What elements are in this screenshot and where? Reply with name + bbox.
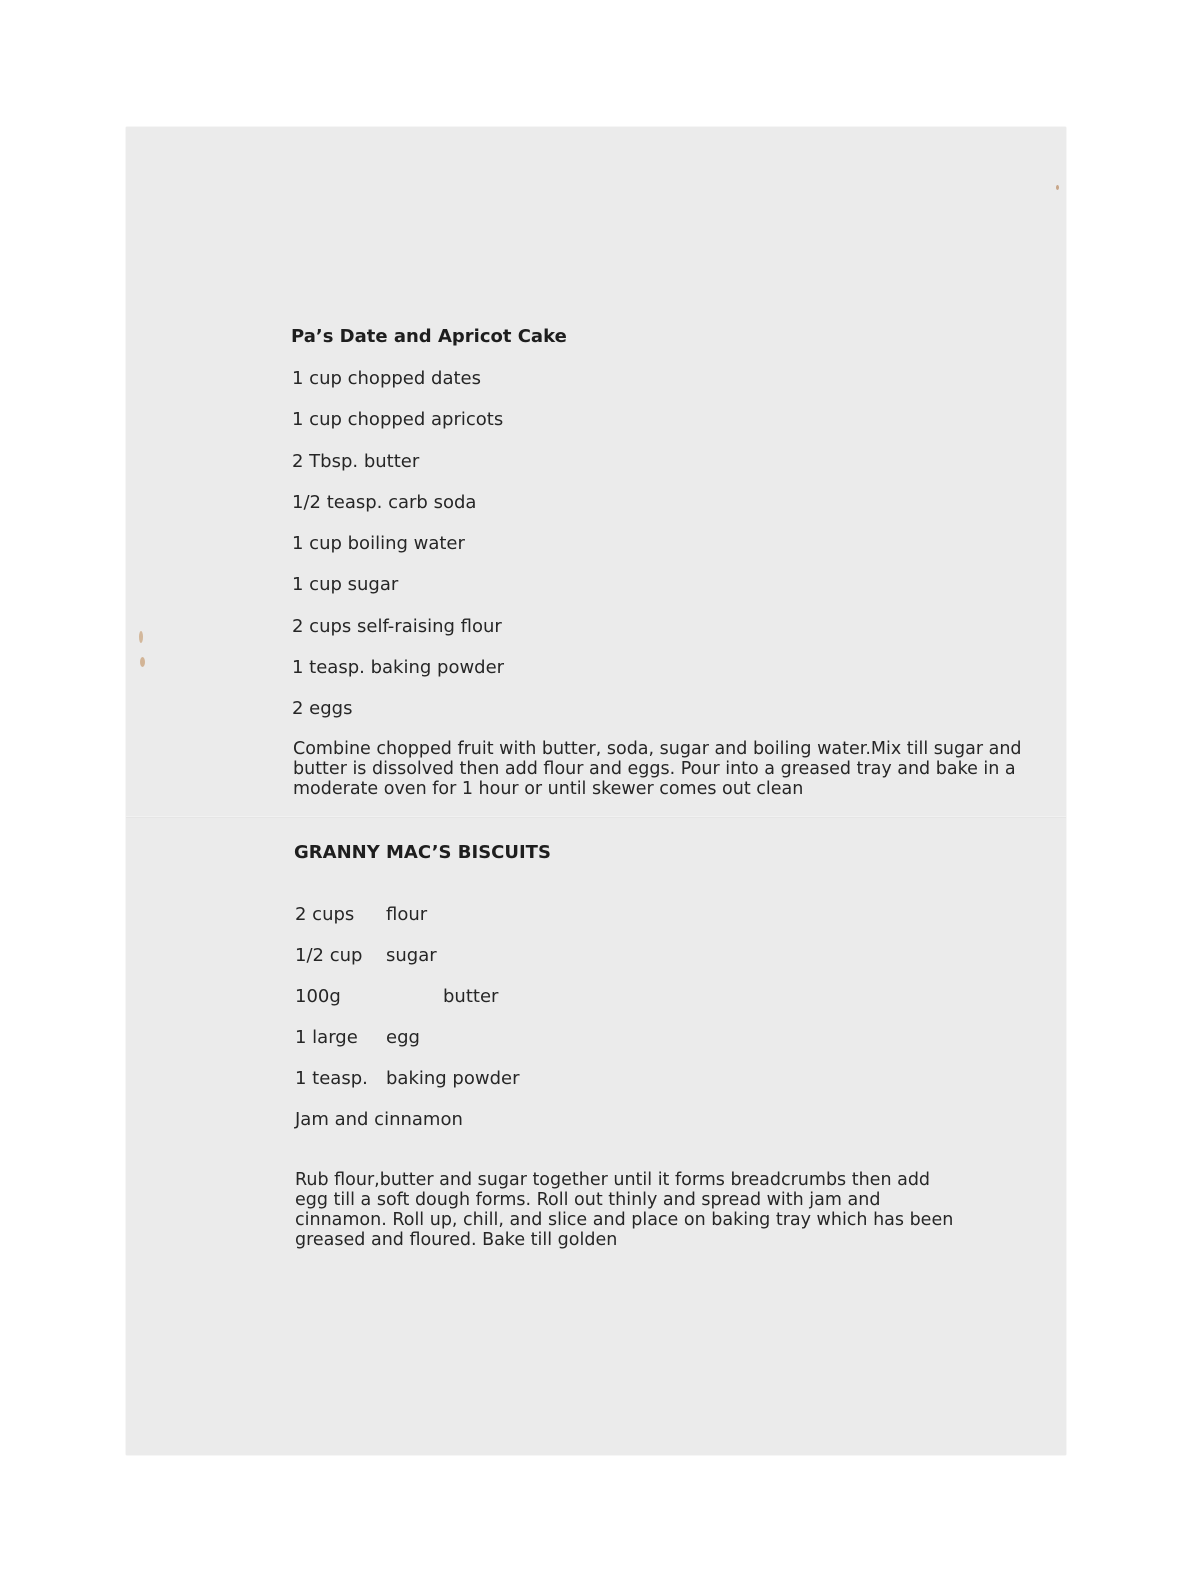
ingredient-item: flour [386, 904, 428, 925]
recipe-content [126, 127, 1066, 1455]
recipe-title: Pa’s Date and Apricot Cake [291, 326, 567, 347]
ingredient-line: 1 teasp. baking powder [292, 657, 505, 678]
ingredient-item: sugar [386, 945, 437, 966]
ingredient-line: 1 cup boiling water [292, 533, 465, 554]
method-paragraph: Combine chopped fruit with butter, soda, sugar and boiling water.Mix till sugar and butter is dissolved then add flour and eggs. Pour into a greased tray and bake in a moderate oven for 1 hour or until skewer comes out clean [293, 739, 1022, 799]
ingredient-item: butter [443, 986, 499, 1007]
ingredient-item: egg [386, 1027, 420, 1048]
ingredient-line: 2 cups self-raising flour [292, 616, 502, 637]
ingredient-item: baking powder [386, 1068, 520, 1089]
ingredient-line: 1/2 teasp. carb soda [292, 492, 477, 513]
recipe-title: GRANNY MAC’S BISCUITS [294, 842, 551, 863]
ingredient-quantity: 2 cups [295, 904, 355, 925]
ingredient-quantity: 1/2 cup [295, 945, 363, 966]
ingredient-line: 1 cup sugar [292, 574, 399, 595]
paper-sheet [126, 127, 1066, 1455]
method-paragraph: Rub flour,butter and sugar together until it forms breadcrumbs then add egg till a soft dough forms. Roll out thinly and spread with jam and cinnamon. Roll up, chill, and slice and place on baking tray which has been greased and floured. Bake till golden [295, 1170, 954, 1250]
extra-ingredient: Jam and cinnamon [295, 1109, 463, 1130]
ingredient-line: 1 cup chopped dates [292, 368, 481, 389]
ingredient-line: 2 Tbsp. butter [292, 451, 420, 472]
ingredient-line: 1 cup chopped apricots [292, 409, 504, 430]
ingredient-quantity: 1 teasp. [295, 1068, 368, 1089]
ingredient-quantity: 100g [295, 986, 341, 1007]
ingredient-quantity: 1 large [295, 1027, 358, 1048]
ingredient-line: 2 eggs [292, 698, 353, 719]
